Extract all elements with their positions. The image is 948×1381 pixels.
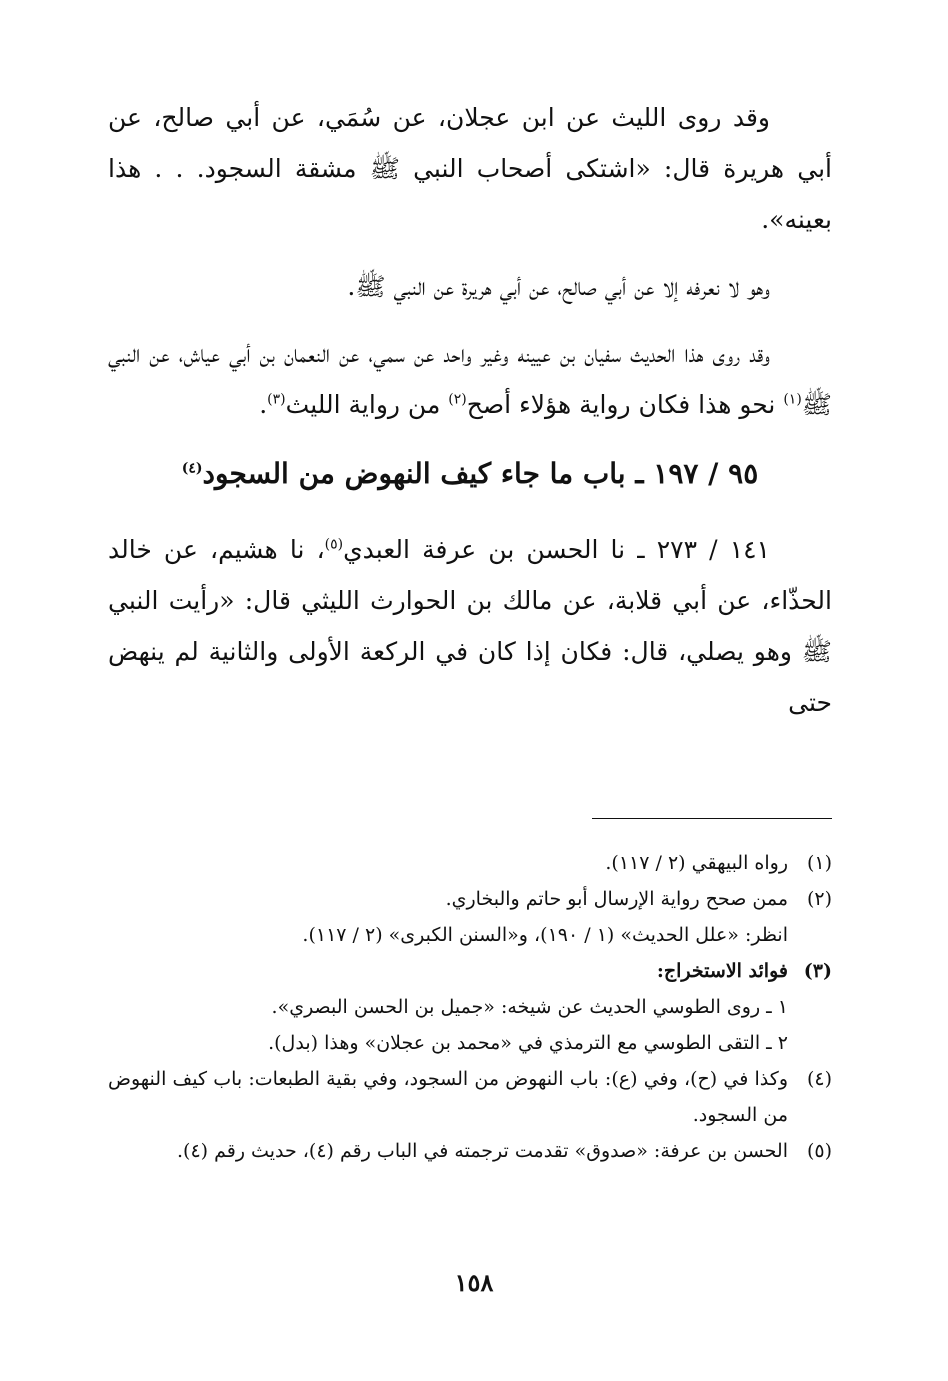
paragraph-3-part-c: من رواية الليث (285, 390, 449, 419)
footnote-2 (108, 881, 832, 917)
footnote-5 (108, 1133, 832, 1169)
chapter-heading-text: ٩٥ / ١٩٧ ـ باب ما جاء كيف النهوض من السجود (202, 457, 759, 490)
footnote-1 (108, 845, 832, 881)
footnote-number: (١) (806, 852, 832, 874)
footnote-ref-3[interactable]: (٣) (267, 391, 286, 408)
footnote-3-item-1: ١ ـ روى الطوسي الحديث عن شيخه: «جميل بن الحسن البصري». (271, 996, 788, 1018)
paragraph-3-part-d: . (259, 390, 268, 419)
footnotes-section (108, 845, 832, 1169)
paragraph-4-part-a: ١٤١ / ٢٧٣ ـ نا الحسن بن عرفة العبدي (343, 535, 770, 564)
footnote-3-item-2: ٢ ـ التقى الطوسي مع الترمذي في «محمد بن عجلان» وهذا (بدل). (268, 1032, 788, 1054)
paragraph-4 (108, 524, 832, 728)
footnote-4 (108, 1061, 832, 1133)
page-number: ١٥٨ (454, 1268, 494, 1297)
page-body (108, 92, 832, 744)
footnote-ref-2[interactable]: (٢) (448, 391, 467, 408)
footnote-ref-4[interactable]: (٤) (181, 460, 203, 477)
paragraph-4-part-b: ، نا هشيم، عن خالد الحذّاء، عن أبي قلابة، عن مالك بن الحوارث الليثي قال: «رأيت النبي ﷺ وهو يصلي، قال: فكان إذا كان في الركعة الأولى والثانية لم ينهض حتى (108, 535, 832, 717)
footnote-text: ممن صحح رواية الإرسال أبو حاتم والبخاري. (445, 888, 788, 910)
footnote-number: (٣) (803, 960, 832, 982)
footnote-2-reference: انظر: «علل الحديث» (١ / ١٩٠)، و«السنن الكبرى» (٢ / ١١٧). (302, 924, 788, 946)
footnote-text: رواه البيهقي (٢ / ١١٧). (605, 852, 788, 874)
footnote-text: وكذا في (ح)، وفي (ع): باب النهوض من السجود، وفي بقية الطبعات: باب كيف النهوض من السجود. (108, 1068, 789, 1126)
footnote-ref-1[interactable]: (١) (783, 391, 802, 408)
paragraph-3-part-b: نحو هذا فكان رواية هؤلاء أصح (466, 390, 784, 419)
footnote-number: (٥) (806, 1140, 832, 1162)
footnote-heading: فوائد الاستخراج: (656, 960, 788, 982)
paragraph-3 (108, 328, 832, 430)
chapter-heading (108, 446, 832, 502)
footnote-divider (592, 818, 832, 819)
footnote-text: الحسن بن عرفة: «صدوق» تقدمت ترجمته في الباب رقم (٤)، حديث رقم (٤). (176, 1140, 788, 1162)
paragraph-3-part-a: وقد روى هذا الحديث سفيان بن عيينه وغير واحد عن سمي، عن النعمان بن أبي عياش، عن النبي ﷺ (108, 339, 832, 419)
footnote-number: (٢) (806, 888, 832, 910)
paragraph-2: وهو لا نعرفه إلا عن أبي صالح، عن أبي هريرة عن النبي ﷺ. (347, 272, 770, 301)
footnote-3 (108, 953, 832, 989)
footnote-number: (٤) (806, 1068, 832, 1090)
footnote-ref-5[interactable]: (٥) (324, 536, 344, 553)
paragraph-1: وقد روى الليث عن ابن عجلان، عن سُمَي، عن أبي صالح، عن أبي هريرة قال: «اشتكى أصحاب النبي ﷺ مشقة السجود. . . هذا بعينه». (108, 103, 832, 234)
